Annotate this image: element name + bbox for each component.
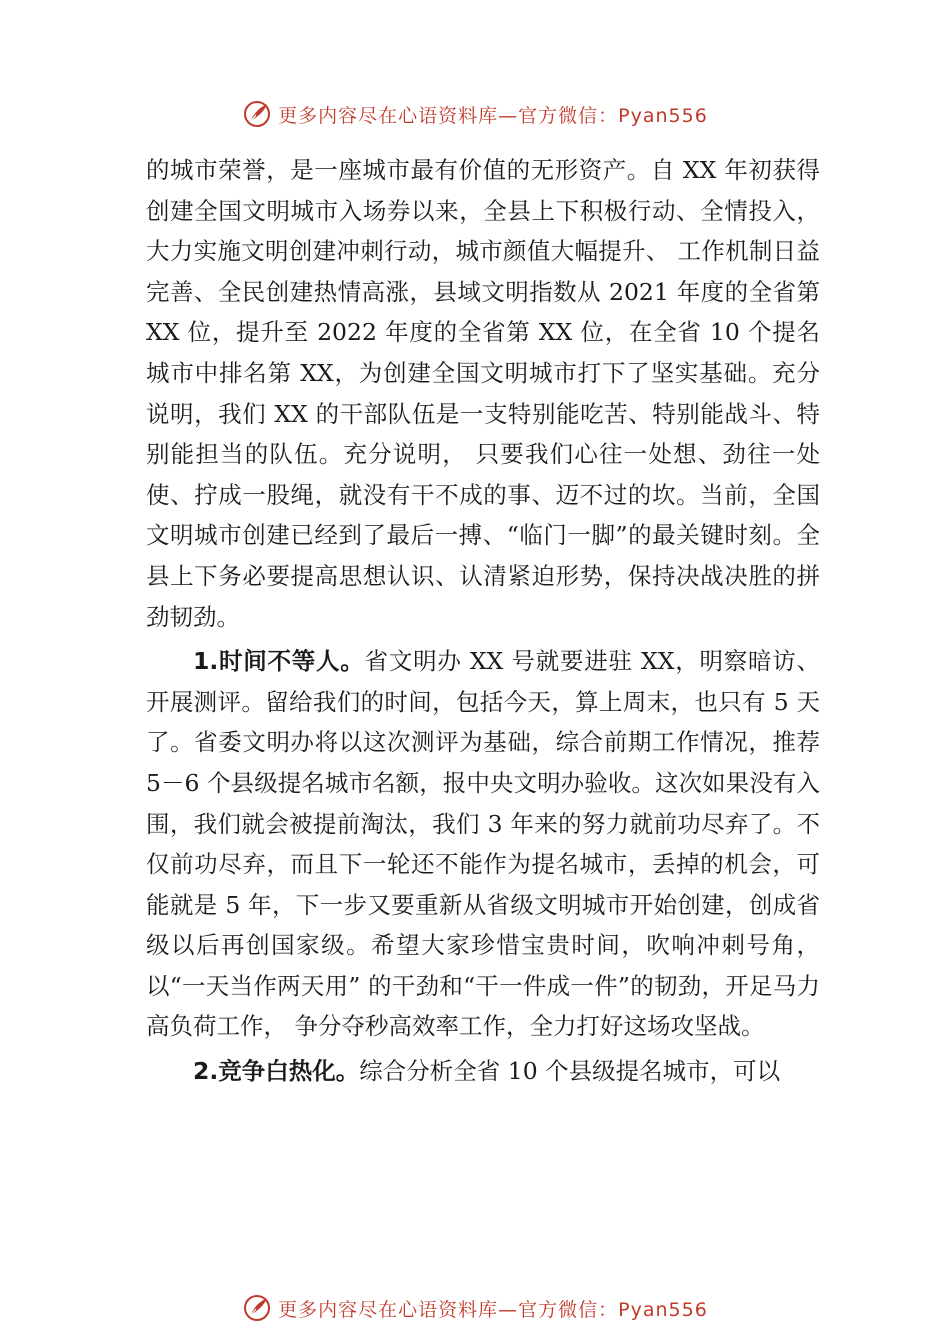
paragraph-1-text: 的城市荣誉，是一座城市最有价值的无形资产。自 XX 年初获得创建全国文明城市入场券以来，全县上下积极行动、全情投入，大力实施文明创建冲刺行动，城市颜值大幅提升、 工作机制日益完善、全民创建热情高涨，县域文明指数从 2021 年度的全省第 XX 位，提升至 2022 年度的全省第 XX 位，在全省 10 个提名城市中排名第 XX，为创建全国文明城市打下了坚实基础。充分说明，我们 XX 的干部队伍是一支特别能吃苦、特别能战斗、特别能担当的队伍。充分说明， 只要我们心往一处想、劲往一处使、拧成一股绳，就没有干不成的事、迈不过的坎。当前，全国文明城市创建已经到了最后一搏、“临门一脚”的最关键时刻。全县上下务必要提高思想认识、认清紧迫形势，保持决战决胜的拼劲韧劲。 xyxy=(146,156,820,631)
paragraph-3 xyxy=(146,1051,820,1092)
paragraph-1 xyxy=(146,150,820,637)
paragraph-3-text: 综合分析全省 10 个县级提名城市，可以 xyxy=(359,1057,781,1086)
paragraph-2 xyxy=(146,641,820,1047)
watermark-text: 更多内容尽在心语资料库—官方微信：Pyan556 xyxy=(278,1298,708,1321)
footer-watermark xyxy=(0,1290,950,1326)
document-body xyxy=(146,150,820,1092)
paragraph-2-heading: 1.时间不等人。 xyxy=(193,647,365,676)
header-watermark xyxy=(0,96,950,132)
feather-pen-logo-icon xyxy=(242,1293,272,1323)
paragraph-3-heading: 2.竞争白热化。 xyxy=(193,1057,360,1086)
feather-pen-logo-icon xyxy=(242,99,272,129)
watermark-text: 更多内容尽在心语资料库—官方微信：Pyan556 xyxy=(278,104,708,127)
paragraph-2-text: 省文明办 XX 号就要进驻 XX，明察暗访、开展测评。留给我们的时间，包括今天，算上周末，也只有 5 天了。省委文明办将以这次测评为基础，综合前期工作情况，推荐 5－6 个县级提名城市名额，报中央文明办验收。这次如果没有入围，我们就会被提前淘汰，我们 3 年来的努力就前功尽弃了。不仅前功尽弃，而且下一轮还不能作为提名城市，丢掉的机会，可能就是 5 年，下一步又要重新从省级文明城市开始创建，创成省级以后再创国家级。希望大家珍惜宝贵时间，吹响冲刺号角，以“一天当作两天用” 的干劲和“干一件成一件”的韧劲，开足马力高负荷工作， 争分夺秒高效率工作，全力打好这场攻坚战。 xyxy=(146,647,820,1041)
